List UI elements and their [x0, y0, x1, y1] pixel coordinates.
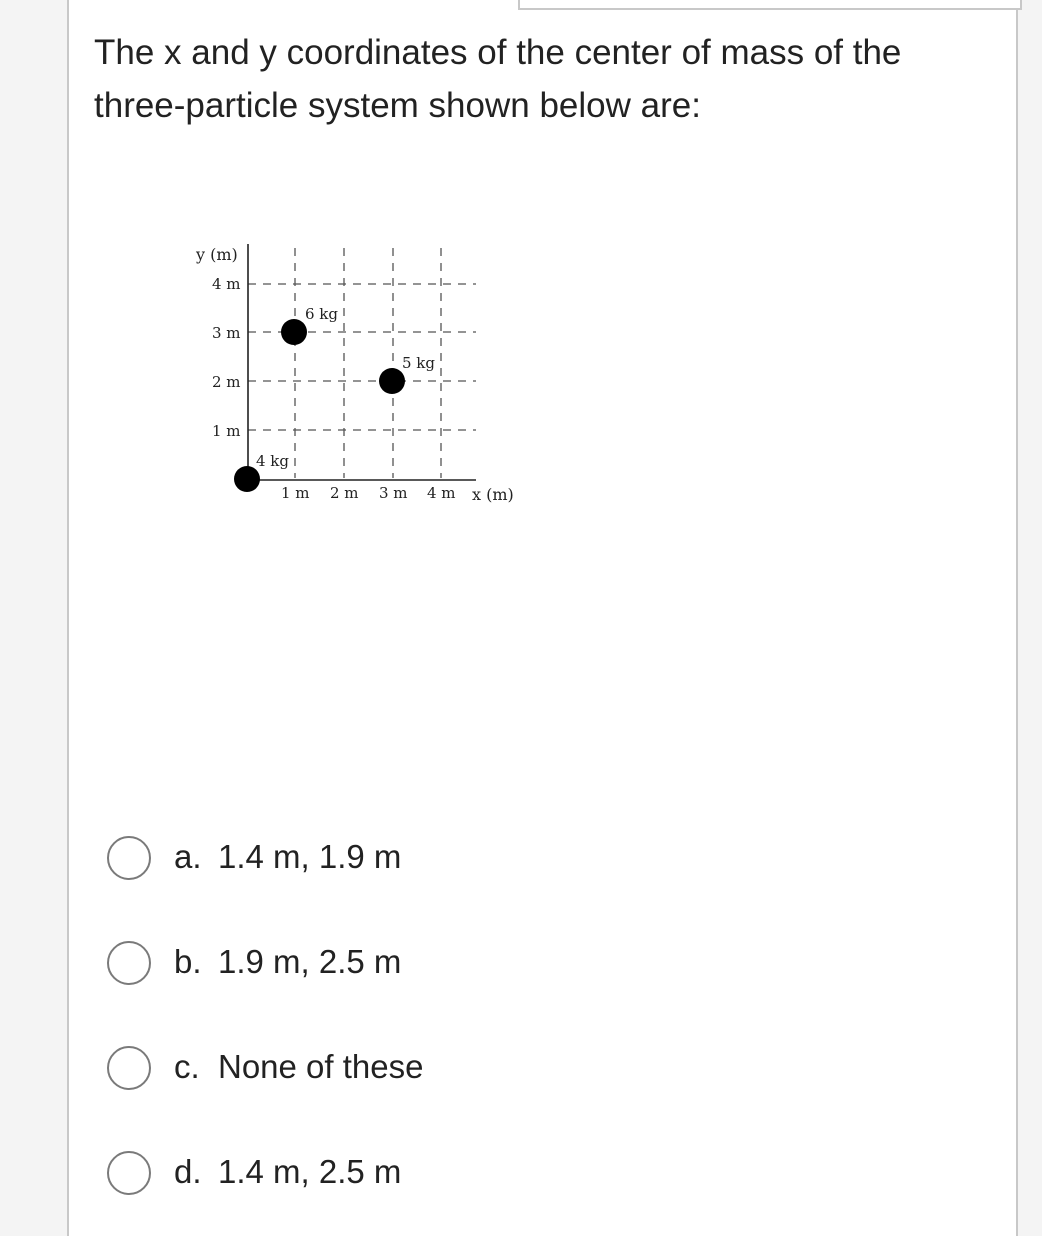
option-b-text: 1.9 m, 2.5 m [218, 943, 402, 980]
particle-6kg-label: 6 kg [305, 305, 339, 323]
question-text: The x and y coordinates of the center of mass of the three-particle system shown below are: [94, 33, 902, 125]
y-tick-3: 3 m [212, 324, 241, 342]
y-tick-4: 4 m [212, 275, 241, 293]
option-a-letter: a. [174, 838, 202, 875]
option-d-letter: d. [174, 1153, 202, 1190]
option-c-radio[interactable] [107, 1046, 151, 1090]
particle-6kg [281, 319, 307, 345]
option-b-letter: b. [174, 943, 202, 980]
option-c-letter: c. [174, 1048, 200, 1085]
x-axis-label: x (m) [472, 485, 514, 504]
y-tick-1: 1 m [212, 422, 241, 440]
option-b-radio[interactable] [107, 941, 151, 985]
option-a[interactable] [106, 832, 506, 886]
x-tick-1: 1 m [281, 484, 310, 502]
x-tick-3: 3 m [379, 484, 408, 502]
particle-5kg-label: 5 kg [402, 354, 436, 372]
option-d-text: 1.4 m, 2.5 m [218, 1153, 402, 1190]
option-a-radio[interactable] [107, 836, 151, 880]
option-d[interactable] [106, 1147, 506, 1201]
grid-lines [248, 248, 476, 478]
particle-diagram [180, 230, 540, 520]
y-axis-label: y (m) [196, 245, 238, 264]
y-tick-2: 2 m [212, 373, 241, 391]
x-tick-4: 4 m [427, 484, 456, 502]
particle-4kg-label: 4 kg [256, 452, 290, 470]
option-a-text: 1.4 m, 1.9 m [218, 838, 402, 875]
option-c[interactable] [106, 1042, 506, 1096]
top-answer-box [518, 0, 1022, 10]
axes [248, 244, 476, 480]
option-c-text: None of these [218, 1048, 424, 1085]
option-b[interactable] [106, 937, 506, 991]
option-d-radio[interactable] [107, 1151, 151, 1195]
x-tick-2: 2 m [330, 484, 359, 502]
